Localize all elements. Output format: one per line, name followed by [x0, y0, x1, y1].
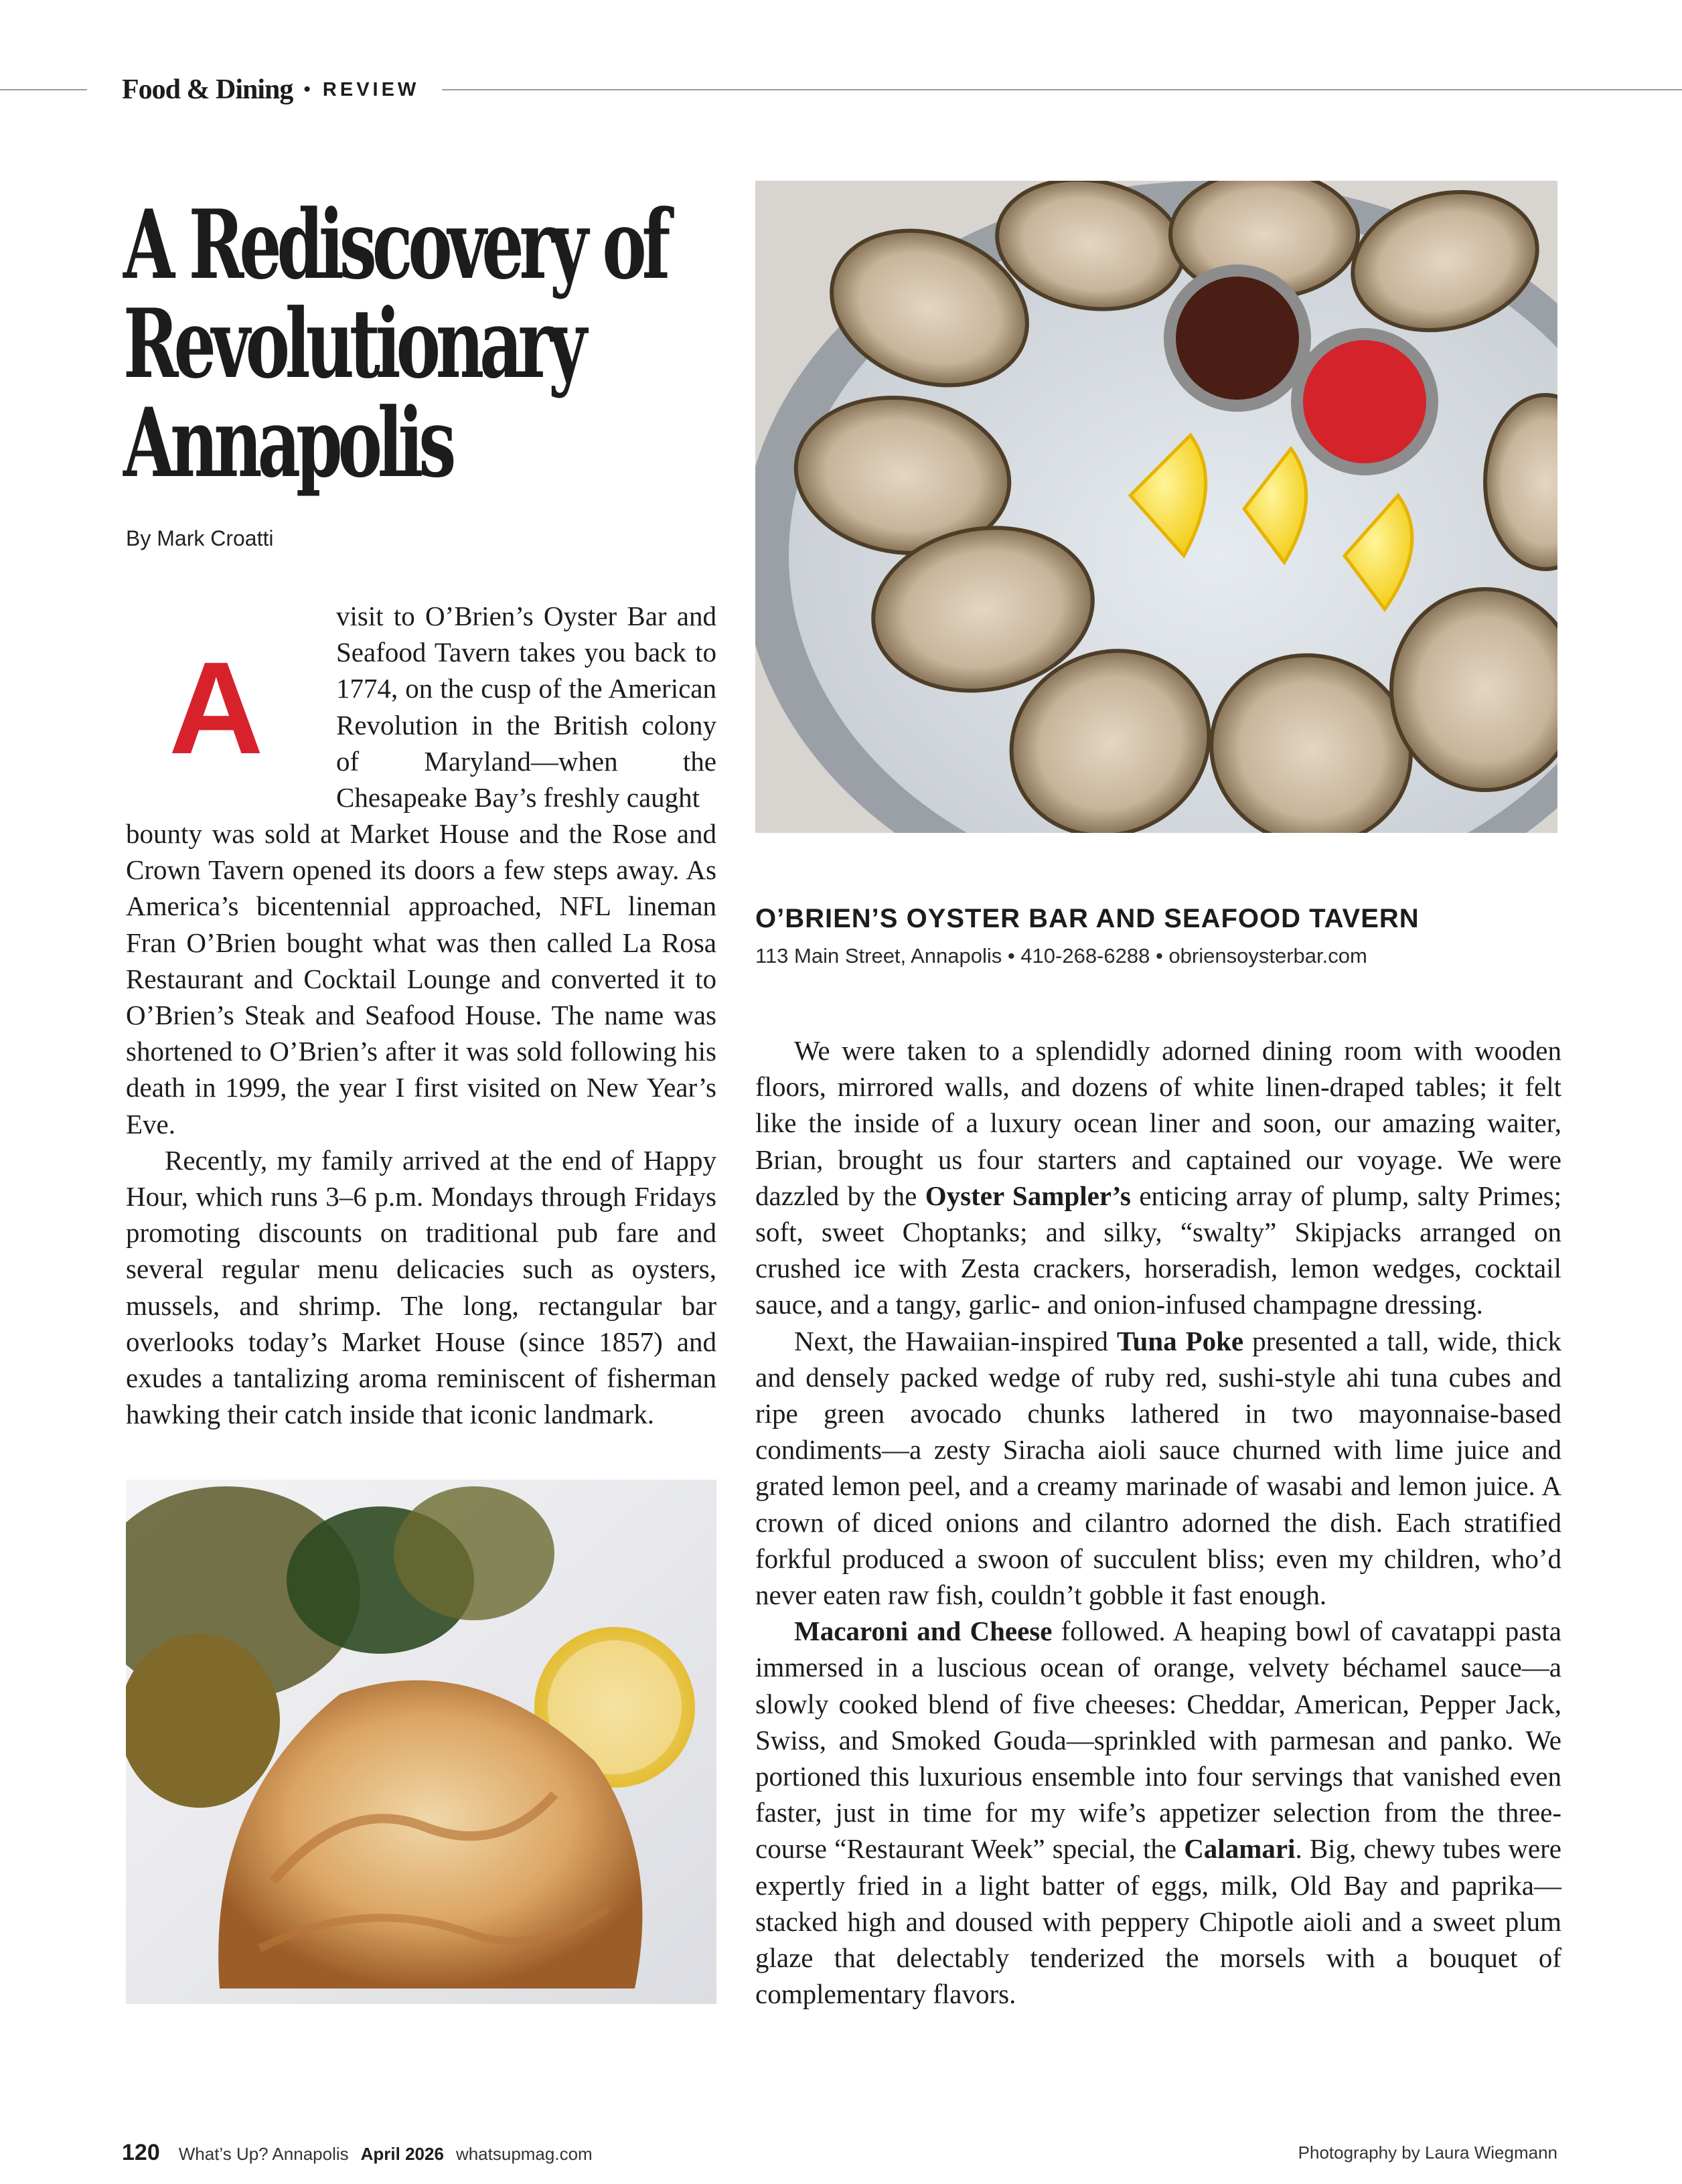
left-column	[126, 815, 716, 1432]
photo-credit: Photography by Laura Wiegmann	[1298, 2142, 1557, 2163]
issue-date: April 2026	[360, 2144, 444, 2164]
oyster-sampler-term: Oyster Sampler’s	[925, 1180, 1131, 1211]
mac-and-cheese-term: Macaroni and Cheese	[794, 1616, 1053, 1647]
byline: By Mark Croatti	[126, 526, 274, 550]
crab-cake-photo	[126, 1480, 716, 2004]
paragraph-4-text-a: Next, the Hawaiian-inspired	[794, 1325, 1117, 1356]
paragraph-4-text-b: presented a tall, wide, thick and densely packed wedge of ruby red, sushi-style ahi tuna cubes and ripe green avocado chunks lathered in two mayonnaise-based condiments—a zesty Siracha aioli sauce churned with lime juice and grated lemon peel, and a creamy marinade of wasabi and lemon juice. A crown of diced onions and cilantro adorned the dish. Each stratified forkful produced a swoon of succulent bliss; even my children, who’d never eaten raw fish, couldn’t gobble it fast enough.	[755, 1325, 1562, 1611]
lead-rest-text: bounty was sold at Market House and the Rose and Crown Tavern opened its doors a few steps away. As America’s bicentennial approached, NFL lineman Fran O’Brien bought what was then called La Rosa Restaurant and Cocktail Lounge and converted it to O’Brien’s Steak and Seafood House. The name was shortened to O’Brien’s after it was sold following his death in 1999, the year I first visited on New Year’s Eve.	[126, 818, 716, 1140]
website: whatsupmag.com	[455, 2144, 593, 2164]
paragraph-3-text-b: enticing array of plump, salty Primes; soft, sweet Choptanks; and silky, “swalty” Skipjacks arranged on crushed ice with Zesta crackers, horseradish, lemon wedges, cocktail sauce, and a tangy, garlic- and onion-infused champagne dressing.	[755, 1180, 1561, 1320]
section-label: Food & Dining	[122, 74, 293, 105]
paragraph-5-text-b: . Big, chewy tubes were expertly fried in a light batter of eggs, milk, Old Bay and paprika—stacked high and doused with peppery Chipotle aioli and a sweet plum glaze that delectably tenderized the morsels with a bouquet of complementary flavors.	[755, 1833, 1561, 2010]
paragraph-5-text-a: followed. A heaping bowl of cavatappi pasta immersed in a luscious ocean of orange, velvety béchamel sauce—a slowly cooked blend of five cheeses: Cheddar, American, Pepper Jack, Swiss, and Smoked Gouda—sprinkled with parmesan and panko. We portioned this luxurious ensemble into four servings that vanished even faster, just in time for my wife’s appetizer selection from the three-course “Restaurant Week” special, the	[755, 1616, 1561, 1865]
lead-intro	[336, 598, 716, 815]
title-line-3: Annapolis	[123, 388, 452, 499]
right-column	[755, 1032, 1561, 2012]
page-footer	[122, 2140, 593, 2166]
article-title	[123, 189, 733, 499]
venue-contact-info: 113 Main Street, Annapolis • 410-268-6288 • obriensoysterbar.com	[755, 944, 1367, 967]
title-line-1: A Rediscovery of	[123, 189, 666, 301]
venue-name: O’BRIEN’S OYSTER BAR AND SEAFOOD TAVERN	[755, 904, 1420, 933]
header-separator: •	[303, 78, 311, 100]
header-rule-right	[442, 89, 1682, 90]
paragraph-5	[755, 1613, 1561, 2012]
tuna-poke-term: Tuna Poke	[1116, 1325, 1244, 1356]
section-header	[122, 70, 419, 110]
calamari-term: Calamari	[1184, 1833, 1296, 1865]
publication-name: What’s Up? Annapolis	[178, 2144, 349, 2164]
paragraph-4	[755, 1323, 1561, 1614]
page-number: 120	[122, 2140, 160, 2165]
lead-intro-text: visit to O’Brien’s Oyster Bar and Seafood Tavern takes you back to 1774, on the cusp of the American Revolution in the British colony of Maryland—when the Chesapeake Bay’s freshly caught	[336, 601, 716, 813]
paragraph-2: Recently, my family arrived at the end of Happy Hour, which runs 3–6 p.m. Mondays through Fridays promoting discounts on traditional pub fare and several regular menu delicacies such as oysters, mussels, and shrimp. The long, rectangular bar overlooks today’s Market House (since 1857) and exudes a tantalizing aroma reminiscent of fisherman hawking their catch inside that iconic landmark.	[126, 1144, 716, 1430]
drop-cap: A	[169, 635, 264, 781]
paragraph-3	[755, 1032, 1561, 1323]
title-line-2: Revolutionary	[123, 289, 583, 400]
header-rule-left	[0, 89, 87, 90]
subsection-label: REVIEW	[322, 78, 420, 100]
oyster-platter-photo	[755, 181, 1557, 833]
paragraph-3-text-a: We were taken to a splendidly adorned dining room with wooden floors, mirrored walls, and dozens of white linen-draped tables; it felt like the inside of a luxury ocean liner and soon, our amazing waiter, Brian, brought us four starters and captained our voyage. We were dazzled by the	[755, 1035, 1561, 1211]
